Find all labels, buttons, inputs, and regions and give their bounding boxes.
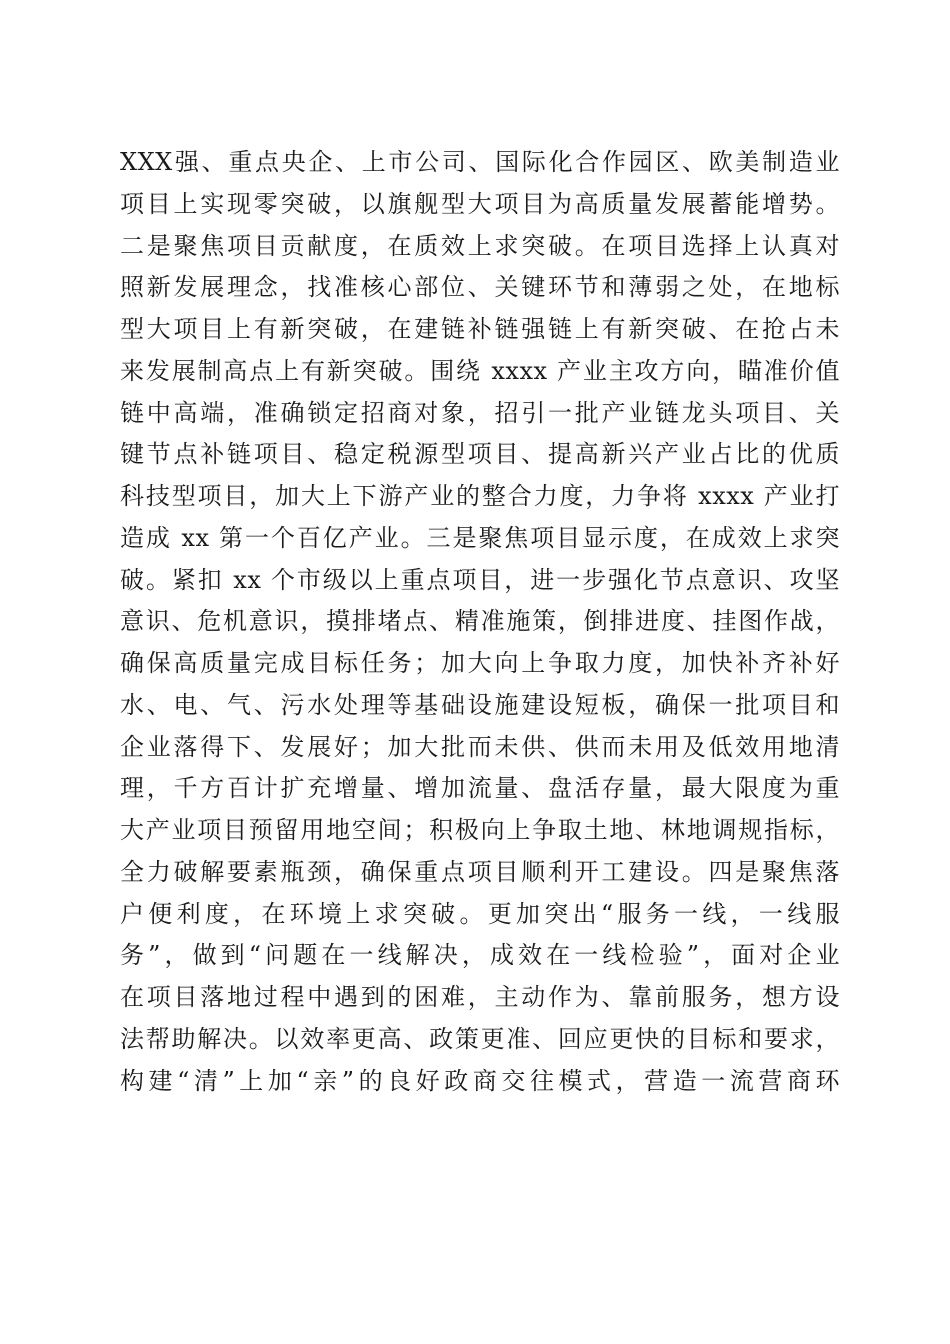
text-line: 链中高端，准确锁定招商对象，招引一批产业链龙头项目、关: [120, 398, 840, 427]
text-line: 在项目落地过程中遇到的困难，主动作为、靠前服务，想方设: [120, 983, 840, 1011]
text-line: 大产业项目预留用地空间；积极向上争取土地、林地调规指标，: [120, 816, 840, 844]
text-line: 型大项目上有新突破，在建链补链强链上有新突破、在抢占未: [120, 315, 840, 343]
text-line: 二是聚焦项目贡献度，在质效上求突破。在项目选择上认真对: [120, 231, 840, 260]
text-line: 企业落得下、发展好；加大批而未供、供而未用及低效用地清: [120, 732, 840, 761]
text-line: 水、电、气、污水处理等基础设施建设短板，确保一批项目和: [120, 690, 840, 719]
text-line: 法帮助解决。以效率更高、政策更准、回应更快的目标和要求，: [120, 1024, 840, 1053]
text-line: 全力破解要素瓶颈，确保重点项目顺利开工建设。四是聚焦落: [120, 857, 840, 886]
text-line: 科技型项目，加大上下游产业的整合力度，力争将 xxxx 产业打: [120, 482, 840, 510]
text-line: 键节点补链项目、稳定税源型项目、提高新兴产业占比的优质: [120, 440, 840, 469]
text-line: 造成 xx 第一个百亿产业。三是聚焦项目显示度，在成效上求突: [120, 523, 840, 552]
text-line: 意识、危机意识，摸排堵点、精准施策，倒排进度、挂图作战，: [120, 607, 840, 636]
text-line: 破。紧扣 xx 个市级以上重点项目，进一步强化节点意识、攻坚: [120, 565, 840, 594]
text-line: 户便利度，在环境上求突破。更加突出“服务一线，一线服: [120, 899, 840, 928]
body-text: [120, 142, 840, 1102]
text-line: 来发展制高点上有新突破。围绕 xxxx 产业主攻方向，瞄准价值: [120, 356, 840, 385]
text-line: 项目上实现零突破，以旗舰型大项目为高质量发展蓄能增势。: [120, 189, 840, 218]
text-line: 理，千方百计扩充增量、增加流量、盘活存量，最大限度为重: [120, 774, 840, 803]
text-line: 确保高质量完成目标任务；加大向上争取力度，加快补齐补好: [120, 649, 840, 677]
text-line: 务”，做到“问题在一线解决，成效在一线检验”，面对企业: [120, 941, 840, 970]
text-line: XXX强、重点央企、上市公司、国际化合作园区、欧美制造业: [120, 148, 840, 176]
text-line: 构建“清”上加“亲”的良好政商交往模式，营造一流营商环: [120, 1066, 840, 1095]
text-line: 照新发展理念，找准核心部位、关键环节和薄弱之处，在地标: [120, 273, 840, 302]
